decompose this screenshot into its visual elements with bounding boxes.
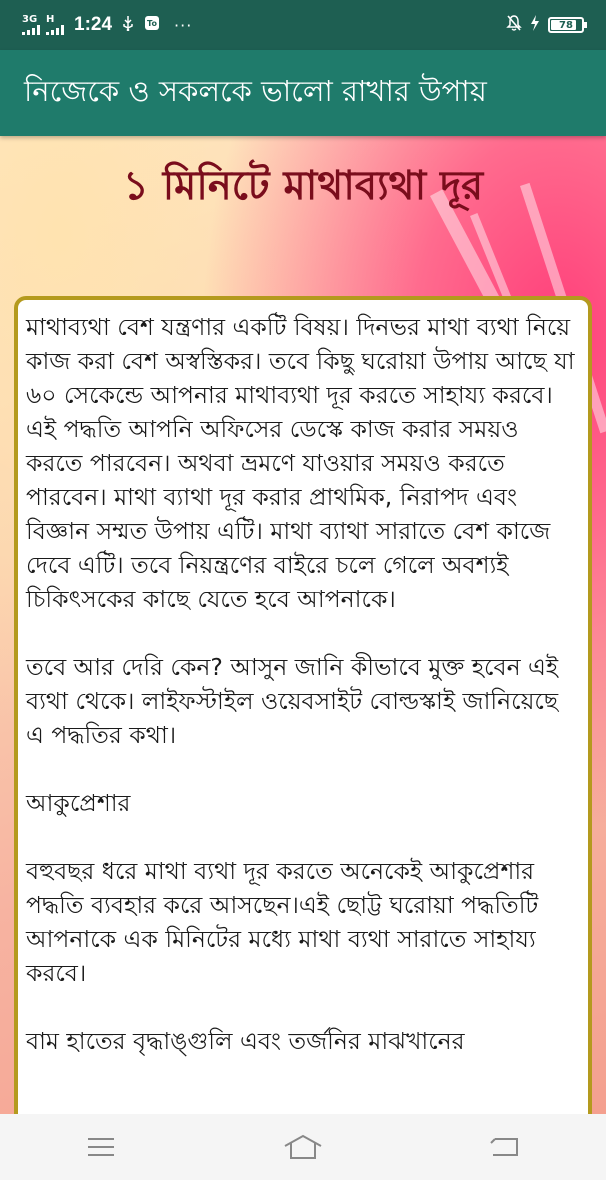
signal-3g (22, 15, 40, 35)
app-bar (0, 50, 606, 136)
status-left (22, 14, 192, 36)
article-text-card[interactable] (14, 296, 592, 1114)
status-right (506, 14, 584, 36)
home-icon (282, 1134, 324, 1160)
recent-apps-button[interactable] (71, 1127, 131, 1167)
status-bar (0, 0, 606, 50)
svg-text:To: To (147, 19, 157, 28)
back-button[interactable] (475, 1127, 535, 1167)
home-button[interactable] (273, 1127, 333, 1167)
network-3g-label: 3G (22, 14, 38, 25)
article-paragraph: বহুবছর ধরে মাথা ব্যথা দূর করতে অনেকেই আকুপ্রেশার পদ্ধতি ব্যবহার করে আসছেন।এই ছোট্ট ঘরোয়া পদ্ধতিটি আপনাকে এক মিনিটের মধ্যে মাথা ব্যথা সারাতে সাহায্য করবে। (26, 857, 539, 987)
signal-bars-icon (46, 25, 64, 35)
navigation-bar (0, 1114, 606, 1180)
battery-icon (548, 17, 584, 33)
signal-h (46, 15, 64, 35)
mute-icon (506, 14, 522, 36)
sim-icon (144, 15, 160, 35)
article-content[interactable] (0, 136, 606, 1114)
article-title: ১ মিনিটে মাথাব্যথা দূর (122, 163, 484, 209)
back-icon (489, 1135, 521, 1159)
more-notifications-icon: ··· (174, 15, 193, 35)
article-subheading: আকুপ্রেশার (26, 789, 131, 817)
article-paragraph: তবে আর দেরি কেন? আসুন জানি কীভাবে মুক্ত হবেন এই ব্যথা থেকে। লাইফস্টাইল ওয়েবসাইট বোল্ডস্কাই জানিয়েছে এ পদ্ধতির কথা। (26, 653, 559, 749)
signal-bars-icon (22, 25, 40, 35)
charging-icon (530, 15, 540, 35)
network-h-label: H (46, 14, 55, 25)
battery-level: 78 (559, 19, 573, 31)
app-title: নিজেকে ও সকলকে ভালো রাখার উপায় (24, 73, 487, 108)
usb-icon (122, 15, 134, 35)
article-paragraph: বাম হাতের বৃদ্ধাঙ্গুলি এবং তর্জনির মাঝখানের (26, 1027, 465, 1055)
article-paragraph: মাথাব্যথা বেশ যন্ত্রণার একটি বিষয়। দিনভর মাথা ব্যথা নিয়ে কাজ করা বেশ অস্বস্তিকর। তবে কিছু ঘরোয়া উপায় আছে যা ৬০ সেকেন্ডে আপনার মাথাব্যথা দূর করতে সাহায্য করবে। এই পদ্ধতি আপনি অফিসের ডেস্কে কাজ করার সময়ও করতে পারবেন। অথবা ভ্রমণে যাওয়ার সময়ও করতে পারবেন। মাথা ব্যাথা দূর করার প্রাথমিক, নিরাপদ এবং বিজ্ঞান সম্মত উপায় এটি। মাথা ব্যাথা সারাতে বেশ কাজে দেবে এটি। তবে নিয়ন্ত্রণের বাইরে চলে গেলে অবশ্যই চিকিৎসকের কাছে যেতে হবে আপনাকে। (26, 313, 575, 613)
menu-icon (86, 1136, 116, 1158)
clock: 1:24 (74, 14, 113, 35)
